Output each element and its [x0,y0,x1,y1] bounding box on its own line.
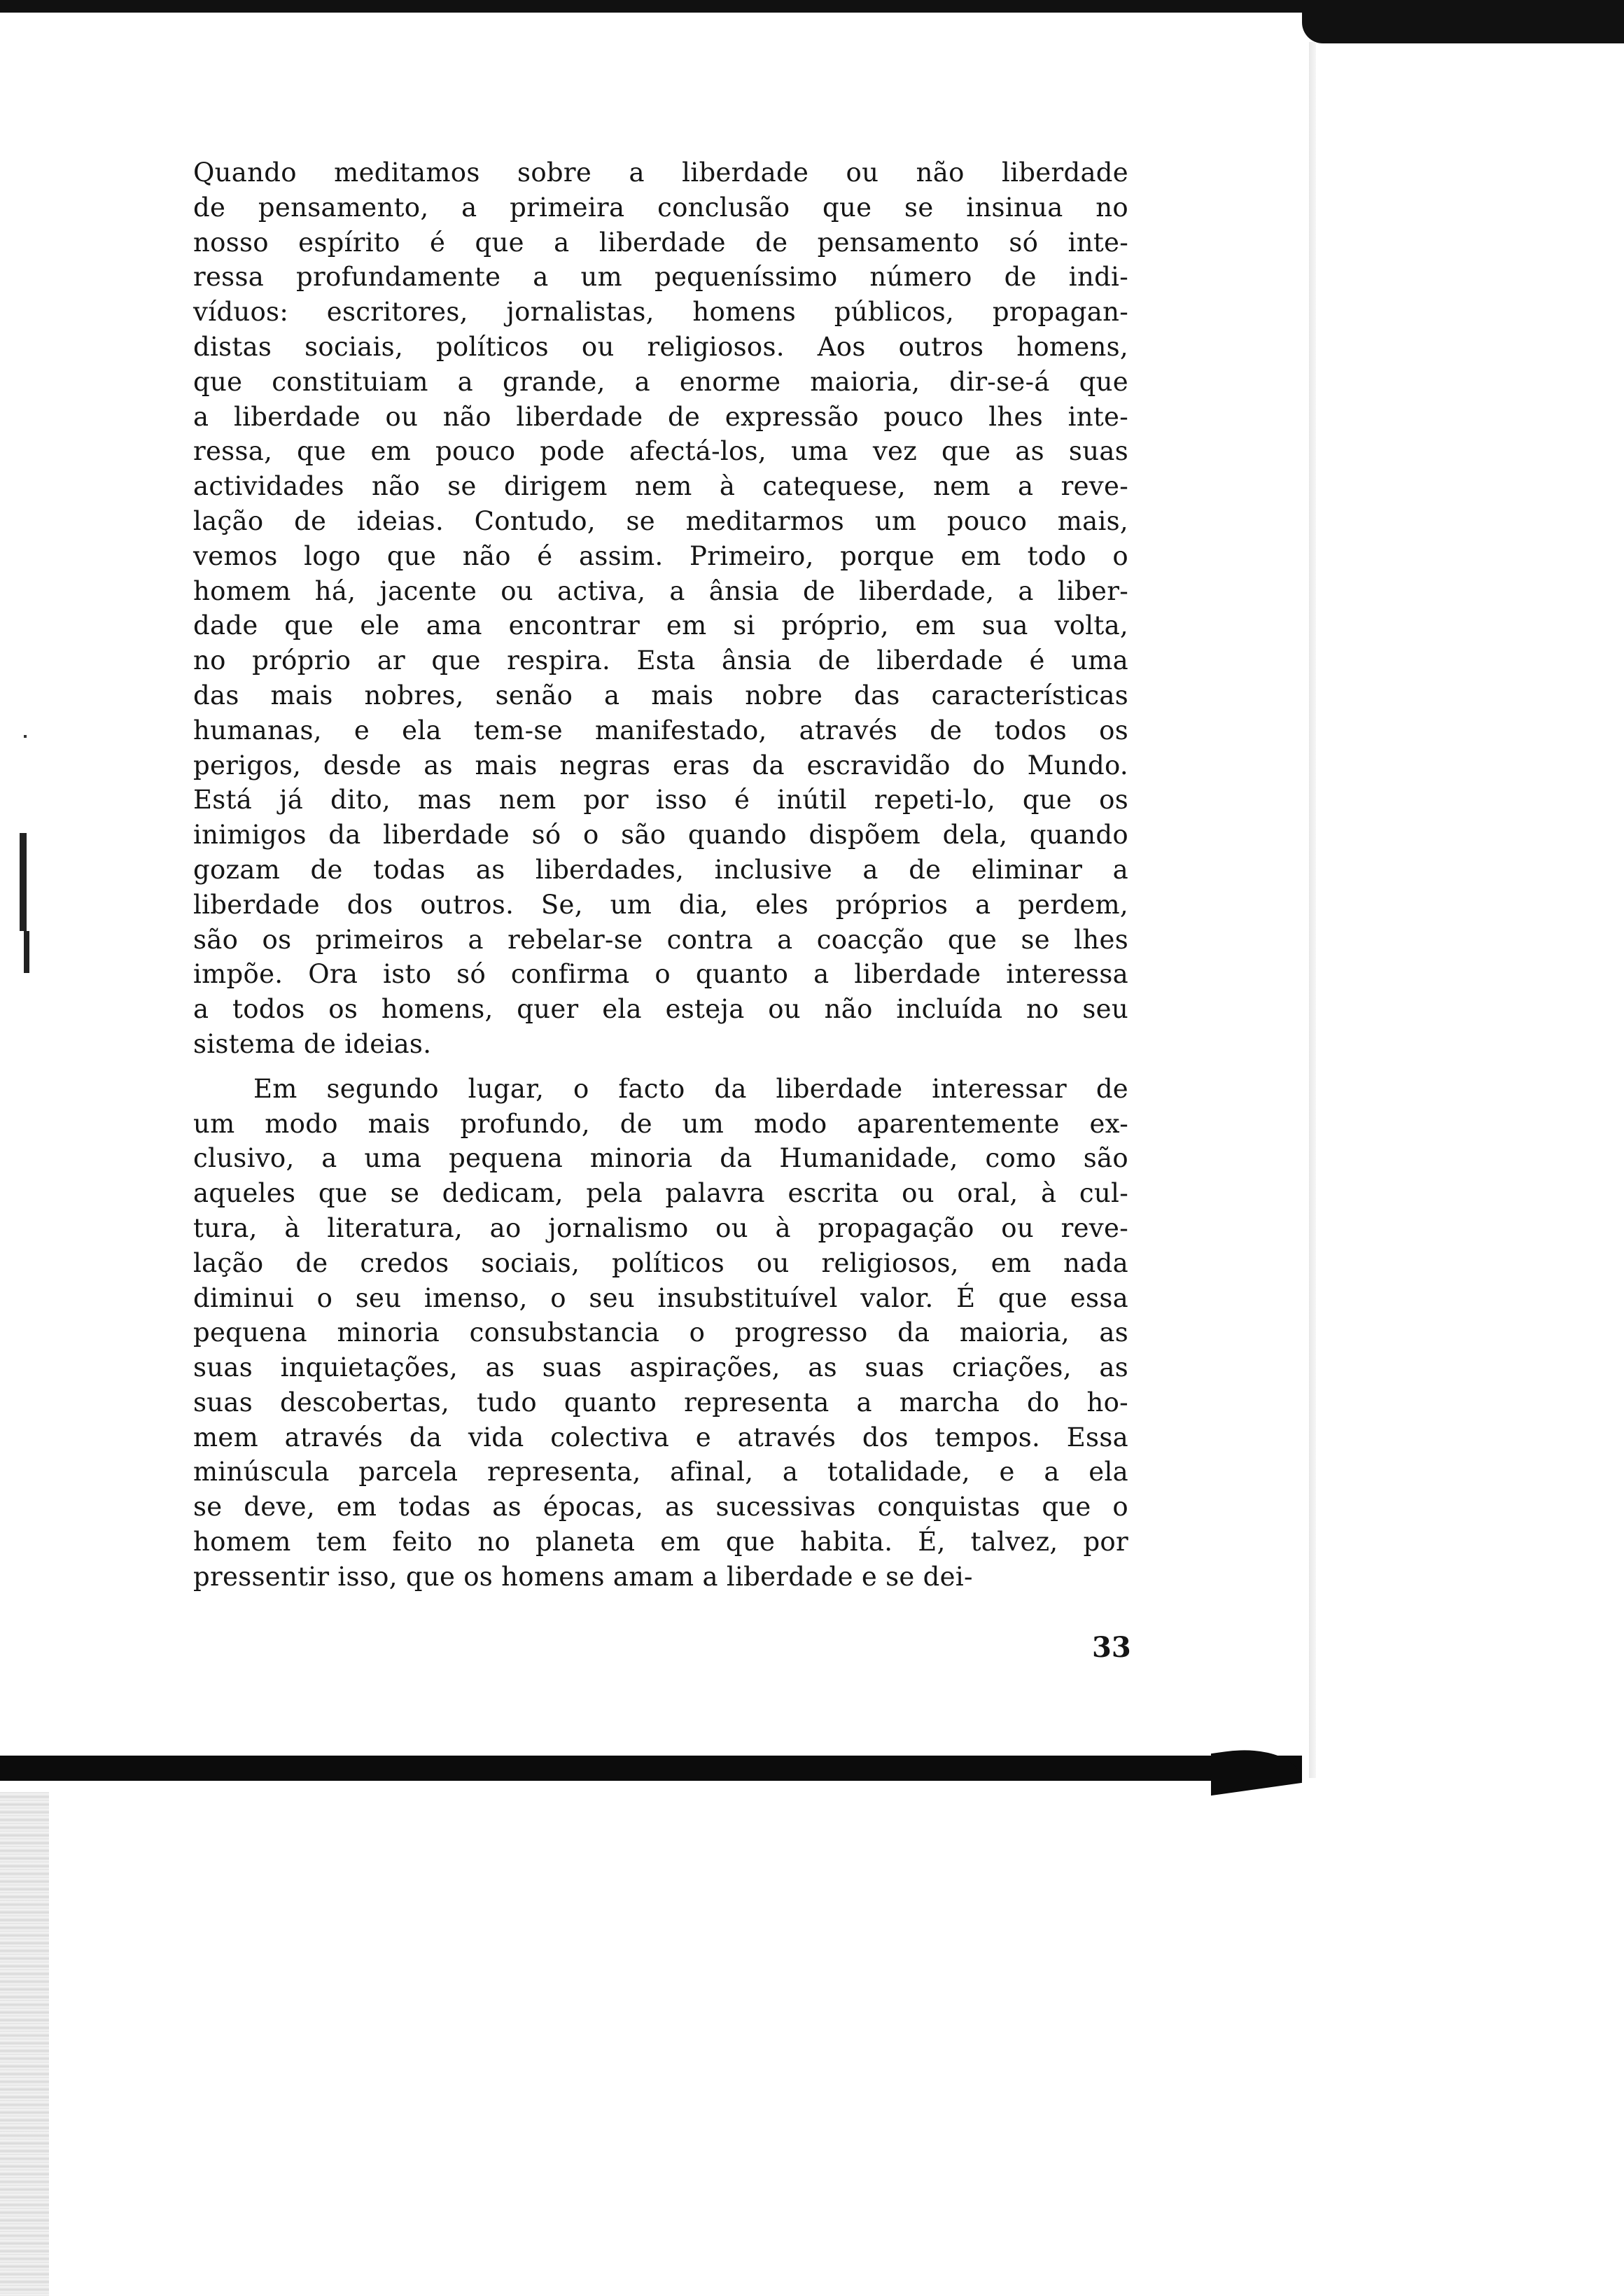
text-line: aqueles que se dedicam, pela palavra escrita ou oral, à cul- [193,1178,1128,1209]
page-corner-curl [1211,1741,1302,1795]
text-line: nosso espírito é que a liberdade de pensamento só inte- [193,227,1128,258]
text-line: mem através da vida colectiva e através dos tempos. Essa [193,1422,1128,1452]
text-line: homem tem feito no planeta em que habita. É, talvez, por [193,1527,1128,1558]
text-line: clusivo, a uma pequena minoria da Humanidade, como são [193,1143,1128,1174]
text-line: Quando meditamos sobre a liberdade ou não liberdade [193,158,1128,188]
page-right-edge [1309,42,1316,1778]
text-line: que constituiam a grande, a enorme maioria, dir-se-á que [193,366,1128,397]
text-line: a liberdade ou não liberdade de expressão pouco lhes inte- [193,401,1128,432]
text-line: de pensamento, a primeira conclusão que se insinua no [193,192,1128,223]
text-line: das mais nobres, senão a mais nobre das características [193,680,1128,710]
text-line: um modo mais profundo, de um modo aparentemente ex- [193,1108,1128,1139]
text-line: actividades não se dirigem nem à catequese, nem a reve- [193,471,1128,502]
text-line: gozam de todas as liberdades, inclusive a de eliminar a [193,854,1128,885]
body-text [193,155,1128,1595]
text-line: dade que ele ama encontrar em si próprio, em sua volta, [193,610,1128,641]
text-line: lação de ideias. Contudo, se meditarmos um pouco mais, [193,505,1128,536]
text-line: pequena minoria consubstancia o progresso da maioria, as [193,1317,1128,1348]
binding-mark [24,735,27,738]
page-bottom-edge [0,1756,1302,1781]
paragraph [193,1072,1128,1595]
text-line: pressentir isso, que os homens amam a liberdade e se dei- [193,1561,973,1592]
text-line: perigos, desde as mais negras eras da escravidão do Mundo. [193,750,1128,780]
text-line: se deve, em todas as épocas, as sucessivas conquistas que o [193,1492,1128,1522]
text-line: suas inquietações, as suas aspirações, as suas criações, as [193,1352,1128,1383]
text-line: liberdade dos outros. Se, um dia, eles próprios a perdem, [193,889,1128,920]
text-line: humanas, e ela tem-se manifestado, através de todos os [193,715,1128,746]
text-line: lação de credos sociais, políticos ou religiosos, em nada [193,1247,1128,1278]
text-line: víduos: escritores, jornalistas, homens públicos, propagan- [193,297,1128,328]
text-line: minúscula parcela representa, afinal, a totalidade, e a ela [193,1457,1128,1488]
text-line: inimigos da liberdade só o são quando dispõem dela, quando [193,820,1128,850]
text-line: Em segundo lugar, o facto da liberdade interessar de [253,1073,1128,1104]
text-line: homem há, jacente ou activa, a ânsia de liberdade, a liber- [193,575,1128,606]
text-line: distas sociais, políticos ou religiosos. Aos outros homens, [193,331,1128,362]
page-number: 33 [1092,1631,1131,1664]
text-line: são os primeiros a rebelar-se contra a coacção que se lhes [193,924,1128,955]
text-line: a todos os homens, quer ela esteja ou não incluída no seu [193,994,1128,1025]
text-line: ressa profundamente a um pequeníssimo número de indi- [193,262,1128,293]
binding-mark [24,931,29,973]
binding-mark [20,833,27,931]
binding-texture [0,1792,49,2296]
text-line: tura, à literatura, ao jornalismo ou à propagação ou reve- [193,1212,1128,1243]
text-line: Está já dito, mas nem por isso é inútil repeti-lo, que os [193,785,1128,816]
paragraph [193,155,1128,1062]
text-line: diminui o seu imenso, o seu insubstituível valor. É que essa [193,1282,1128,1313]
text-line: impõe. Ora isto só confirma o quanto a liberdade interessa [193,959,1128,990]
text-line: no próprio ar que respira. Esta ânsia de liberdade é uma [193,645,1128,676]
text-line: sistema de ideias. [193,1028,432,1059]
text-line: ressa, que em pouco pode afectá-los, uma vez que as suas [193,436,1128,467]
text-line: suas descobertas, tudo quanto representa a marcha do ho- [193,1387,1128,1418]
text-line: vemos logo que não é assim. Primeiro, porque em todo o [193,540,1128,571]
scan-top-right-shadow [1302,0,1624,43]
